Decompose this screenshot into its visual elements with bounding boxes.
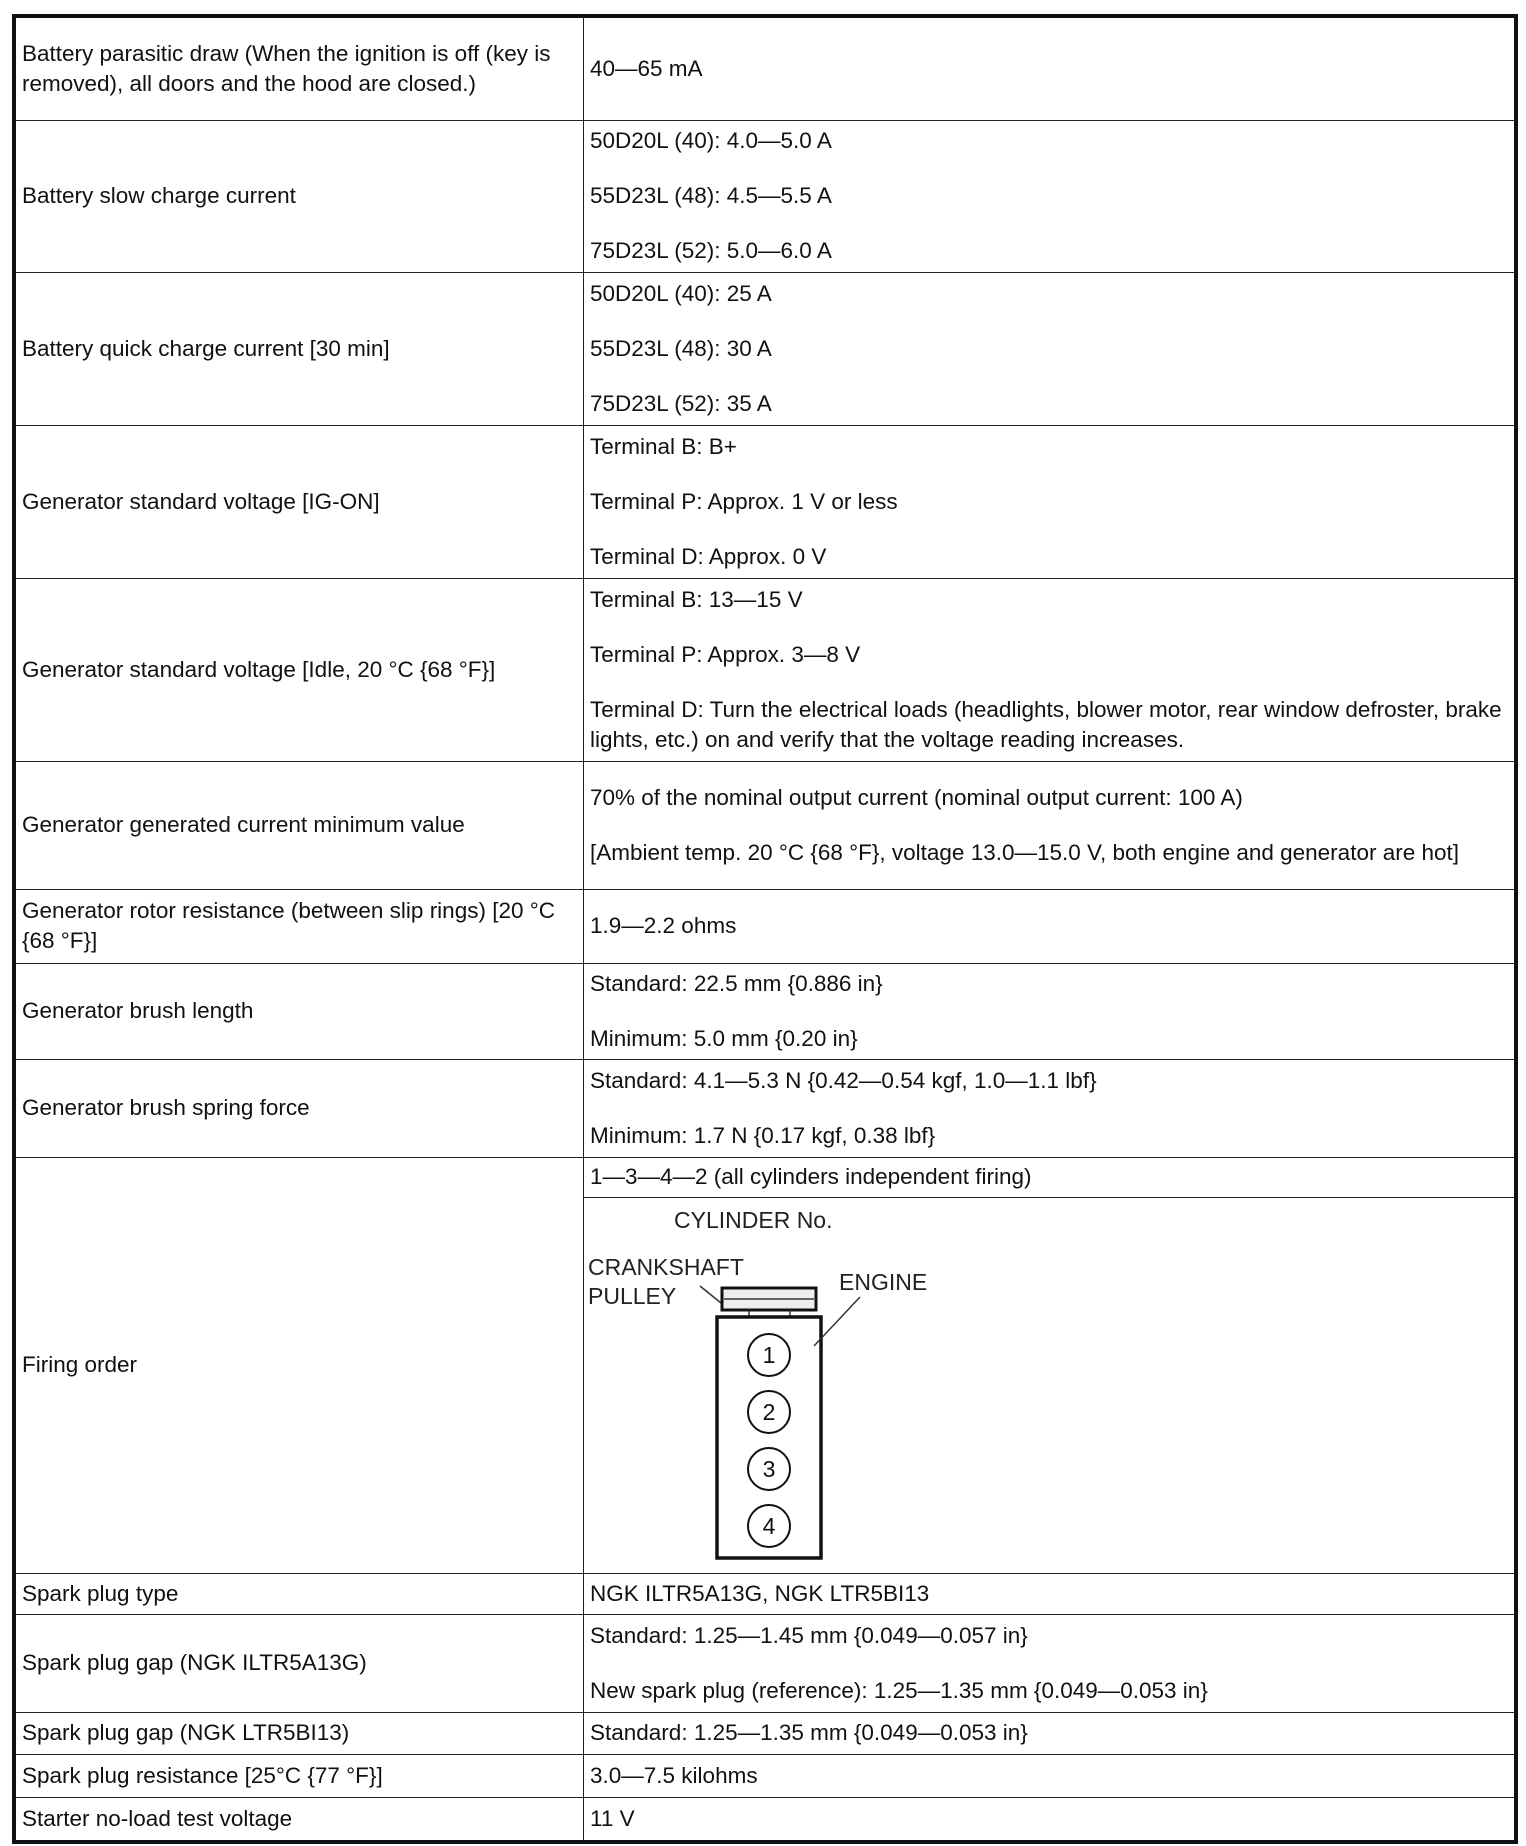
- spec-item-label: Generator brush length: [14, 963, 584, 1059]
- spec-item-label: Spark plug gap (NGK LTR5BI13): [14, 1712, 584, 1754]
- spec-item-label: Spark plug resistance [25°C {77 °F}]: [14, 1754, 584, 1797]
- spec-row-12: [14, 1712, 1516, 1754]
- spec-row-2: [14, 272, 1516, 425]
- spec-value: Minimum: 5.0 mm {0.20 in}: [590, 1025, 858, 1051]
- spec-value-cell: [584, 1754, 1517, 1797]
- spec-value: 50D20L (40): 25 A: [590, 280, 772, 306]
- spec-value: Terminal P: Approx. 3—8 V: [590, 641, 861, 667]
- spec-value: 55D23L (48): 30 A: [590, 335, 772, 361]
- firing-order-diagram: [584, 1198, 1514, 1571]
- spec-value-cell: [584, 1712, 1517, 1754]
- spec-row-3: [14, 425, 1516, 578]
- spec-row-0: [14, 16, 1516, 120]
- spec-value: Standard: 4.1—5.3 N {0.42—0.54 kgf, 1.0—1.1 lbf}: [590, 1067, 1097, 1093]
- spec-item-label: Generator standard voltage [Idle, 20 °C {68 °F}]: [14, 578, 584, 761]
- spec-item-label: Battery slow charge current: [14, 120, 584, 272]
- spec-value: 1—3—4—2 (all cylinders independent firing): [590, 1164, 1032, 1189]
- spec-item-label: Starter no-load test voltage: [14, 1797, 584, 1842]
- spec-value-cell: [584, 16, 1517, 120]
- spec-value-cell: [584, 425, 1517, 578]
- specification-table: [12, 14, 1518, 1844]
- spec-value-cell: [584, 1157, 1517, 1197]
- spec-item-label: Firing order: [14, 1157, 584, 1573]
- crankshaft-label: CRANKSHAFT: [588, 1253, 744, 1280]
- spec-row-8: [14, 1059, 1516, 1157]
- spec-value: 70% of the nominal output current (nominal output current: 100 A): [590, 784, 1243, 810]
- spec-row-6: [14, 889, 1516, 963]
- spec-value: NGK ILTR5A13G, NGK LTR5BI13: [590, 1580, 930, 1606]
- spec-row-13: [14, 1754, 1516, 1797]
- spec-item-label: Generator generated current minimum value: [14, 761, 584, 889]
- spec-value-cell: [584, 761, 1517, 889]
- spec-value: [Ambient temp. 20 °C {68 °F}, voltage 13.0—15.0 V, both engine and generator are hot]: [590, 839, 1459, 865]
- spec-item-label: Spark plug gap (NGK ILTR5A13G): [14, 1614, 584, 1712]
- spec-value: 3.0—7.5 kilohms: [590, 1762, 758, 1788]
- spec-item-label: Generator rotor resistance (between slip rings) [20 °C {68 °F}]: [14, 889, 584, 963]
- cylinder-number-title: CYLINDER No.: [674, 1206, 833, 1233]
- spec-value-cell: [584, 1573, 1517, 1614]
- spec-item-label: Battery quick charge current [30 min]: [14, 272, 584, 425]
- cylinder-number: 2: [762, 1398, 776, 1425]
- spec-value: Terminal B: 13—15 V: [590, 586, 803, 612]
- spec-value: 75D23L (52): 35 A: [590, 390, 772, 416]
- engine-cylinder-diagram-icon: [584, 1198, 944, 1571]
- spec-item-label: Generator standard voltage [IG-ON]: [14, 425, 584, 578]
- spec-value: 11 V: [590, 1805, 635, 1831]
- spec-value-cell: [584, 1059, 1517, 1157]
- spec-value-cell: [584, 889, 1517, 963]
- spec-value: Terminal D: Approx. 0 V: [590, 543, 827, 569]
- firing-order-diagram-cell: [584, 1197, 1517, 1573]
- spec-value: Standard: 22.5 mm {0.886 in}: [590, 970, 883, 996]
- spec-value-cell: [584, 1614, 1517, 1712]
- spec-row-1: [14, 120, 1516, 272]
- spec-value: Terminal B: B+: [590, 433, 737, 459]
- spec-row-14: [14, 1797, 1516, 1842]
- spec-value-cell: [584, 120, 1517, 272]
- spec-value-cell: [584, 1797, 1517, 1842]
- spec-row-10: [14, 1573, 1516, 1614]
- spec-value: Standard: 1.25—1.35 mm {0.049—0.053 in}: [590, 1720, 1028, 1745]
- spec-row-4: [14, 578, 1516, 761]
- engine-label: ENGINE: [839, 1268, 928, 1295]
- spec-value-cell: [584, 963, 1517, 1059]
- spec-value-cell: [584, 272, 1517, 425]
- spec-row-7: [14, 963, 1516, 1059]
- spec-value: Terminal D: Turn the electrical loads (headlights, blower motor, rear window defroster, brake lights, etc.) on and verify that the voltage reading increases.: [590, 696, 1502, 752]
- spec-value: Minimum: 1.7 N {0.17 kgf, 0.38 lbf}: [590, 1122, 936, 1148]
- spec-value: Terminal P: Approx. 1 V or less: [590, 488, 898, 514]
- cylinder-number: 1: [762, 1341, 776, 1368]
- spec-value: New spark plug (reference): 1.25—1.35 mm {0.049—0.053 in}: [590, 1677, 1208, 1703]
- spec-row-11: [14, 1614, 1516, 1712]
- spec-row-9: [14, 1157, 1516, 1197]
- spec-item-label: Spark plug type: [14, 1573, 584, 1614]
- spec-value: 55D23L (48): 4.5—5.5 A: [590, 183, 832, 208]
- spec-item-label: Generator brush spring force: [14, 1059, 584, 1157]
- spec-value: Standard: 1.25—1.45 mm {0.049—0.057 in}: [590, 1622, 1028, 1648]
- cylinder-number: 4: [762, 1512, 776, 1539]
- cylinder-number: 3: [762, 1455, 776, 1482]
- spec-value: 75D23L (52): 5.0—6.0 A: [590, 238, 832, 263]
- spec-item-label: Battery parasitic draw (When the ignition is off (key is removed), all doors and the hood are closed.): [14, 16, 584, 120]
- spec-value: 50D20L (40): 4.0—5.0 A: [590, 128, 832, 153]
- spec-value: 40—65 mA: [590, 55, 703, 81]
- pulley-label: PULLEY: [588, 1282, 677, 1309]
- spec-value: 1.9—2.2 ohms: [590, 913, 737, 938]
- spec-value-cell: [584, 578, 1517, 761]
- spec-row-5: [14, 761, 1516, 889]
